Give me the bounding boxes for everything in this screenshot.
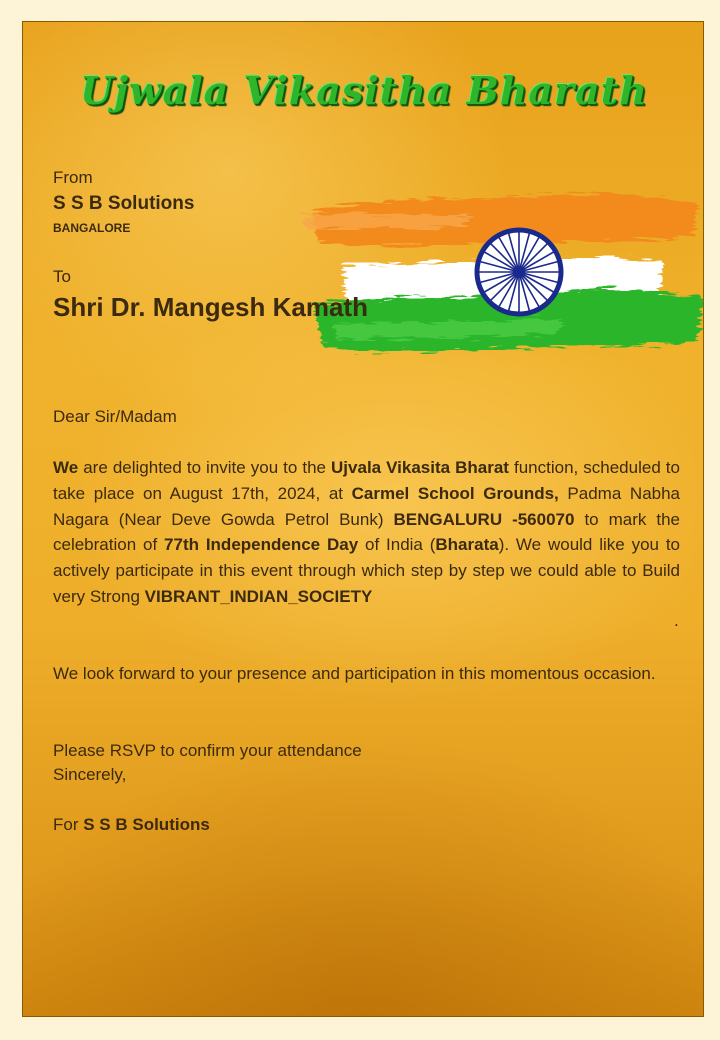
closing: Sincerely, [53,765,127,784]
rsvp-line: Please RSVP to confirm your attendance [53,741,362,760]
sender-name: S S B Solutions [53,193,195,214]
trailing-dot: . [674,611,679,630]
signoff-org: S S B Solutions [83,815,210,834]
body-text-3: Padma Nabha Nagara (Near Deve Gowda Petrol Bunk) [53,483,681,529]
event-name: Ujvala Vikasita Bharat [331,458,509,477]
signoff-prefix: For [53,815,84,834]
signoff [53,815,210,835]
recipient-name: Shri Dr. Mangesh Kamath [53,292,368,322]
sender-city: BANGALORE [53,221,131,235]
salutation: Dear Sir/Madam [53,407,177,426]
body-text-2: function, scheduled to take place on August 17th, 2024, at [53,458,680,503]
to-label: To [53,267,71,286]
body-text-4: to mark the celebration of [53,509,680,555]
venue: Carmel School Grounds, [351,483,559,503]
presence-paragraph: We look forward to your presence and participation in this momentous occasion. [53,664,656,683]
invitation-title: Ujwala Vikasitha Bharath [80,68,648,113]
bharata: Bharata [435,535,499,555]
invitation-body [53,455,680,610]
body-text-6: ). We would like you to actively participate in this event through which step by step we could able to Build very Strong [53,535,680,606]
indian-flag-brush-icon [293,174,703,364]
society-name: VIBRANT_INDIAN_SOCIETY [144,586,373,606]
invitation-card [22,21,704,1017]
body-text-5: of India ( [358,535,436,555]
body-text-1: are delighted to invite you to the [78,458,332,477]
body-we: We [53,458,79,477]
from-label: From [53,168,93,187]
occasion: 77th Independence Day [164,535,359,555]
city-pin: BENGALURU -560070 [393,509,575,529]
